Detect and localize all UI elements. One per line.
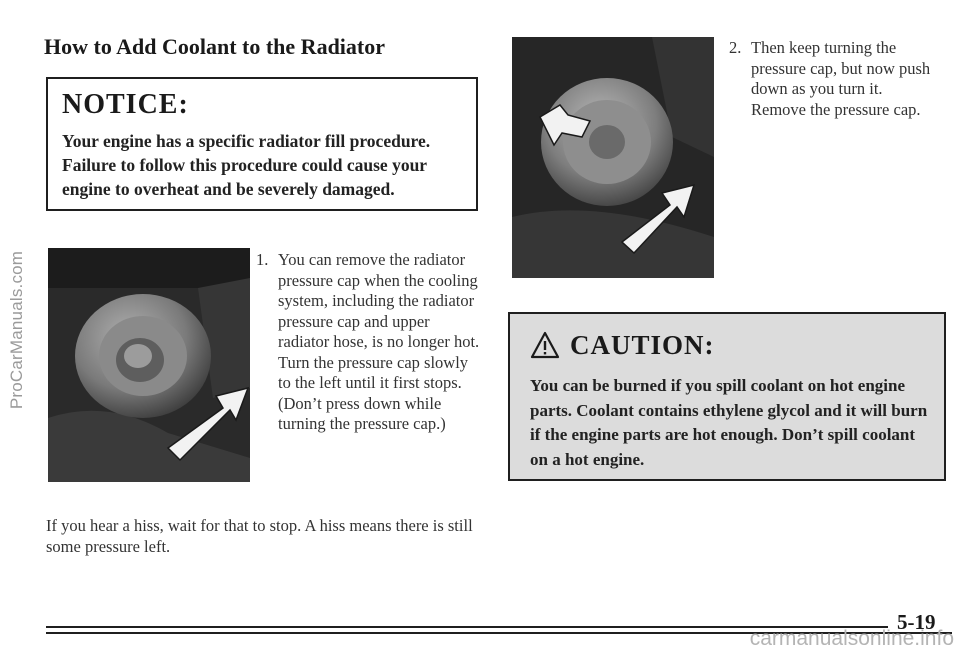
notice-box: [46, 77, 478, 211]
caution-text: You can be burned if you spill coolant on hot engine parts. Coolant contains ethylene glycol and it will burn if the engine parts are hot enough. Don’t spill coolant on a hot engine.: [530, 376, 928, 469]
caution-box: [508, 312, 946, 481]
step-1-number: 1.: [256, 250, 269, 269]
page-number: 5-19: [897, 610, 936, 634]
hiss-note: If you hear a hiss, wait for that to stop. A hiss means there is still some pressure left.: [46, 516, 473, 556]
page-title: How to Add Coolant to the Radiator: [44, 34, 386, 59]
side-watermark-text: ProCarManuals.com: [7, 250, 26, 410]
radiator-cap-photo-step-1: [48, 248, 250, 482]
step-1: [256, 250, 484, 435]
caution-heading: CAUTION:: [570, 330, 715, 360]
radiator-cap-illustration-1: [48, 248, 250, 482]
step-2: [729, 38, 935, 120]
radiator-cap-photo-step-2: [512, 37, 714, 278]
step-2-text: Then keep turning the pressure cap, but now push down as you turn it. Remove the pressure cap.: [751, 38, 931, 119]
notice-heading: NOTICE:: [62, 89, 189, 120]
warning-triangle-icon: [530, 331, 560, 359]
notice-text: Your engine has a specific radiator fill procedure. Failure to follow this procedure could cause your engine to overheat and be severely damaged.: [62, 131, 431, 199]
caution-header: [530, 330, 930, 360]
side-watermark: [2, 150, 32, 510]
radiator-cap-illustration-2: [512, 37, 714, 278]
bottom-watermark: carmanualsonline.info: [749, 627, 954, 650]
step-2-number: 2.: [729, 38, 742, 57]
step-1-text: You can remove the radiator pressure cap when the cooling system, including the radiator pressure cap and upper radiator hose, is no longer hot. Turn the pressure cap slowly to the left until it first stops. (Don’t press down while turning the pressure cap.): [278, 250, 480, 433]
